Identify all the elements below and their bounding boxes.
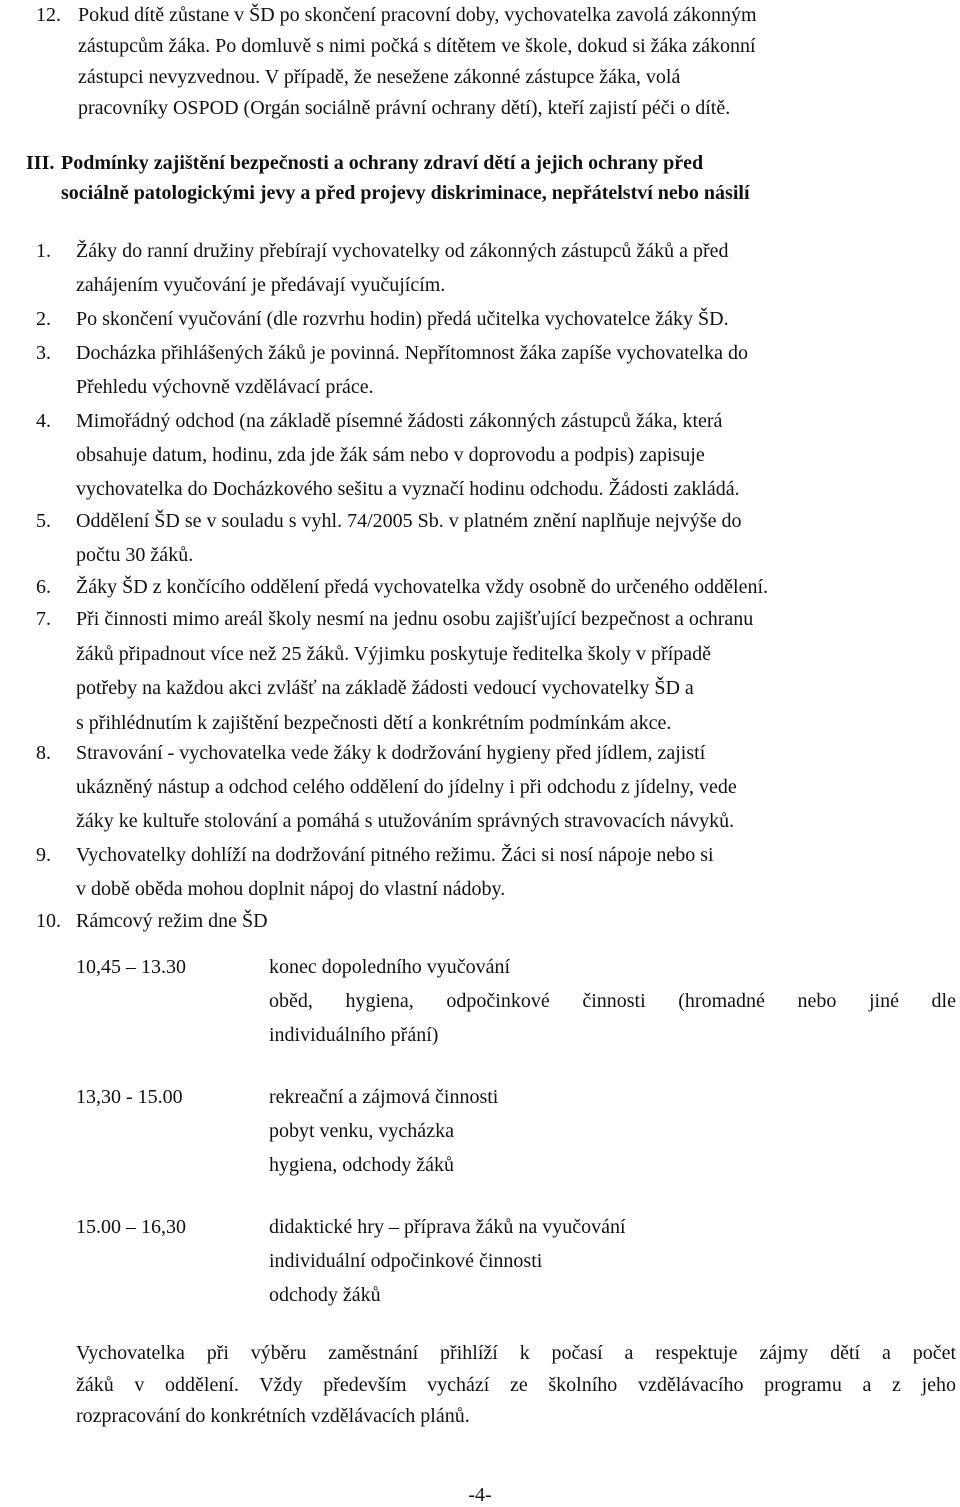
list-item-9 bbox=[36, 838, 956, 906]
item-line: žáků připadnout více než 25 žáků. Výjimku poskytuje ředitelka školy v případě bbox=[76, 642, 712, 665]
item-line: zahájením vyučování je předávají vyučujícím. bbox=[76, 274, 446, 296]
item-line: Mimořádný odchod (na základě písemné žádosti zákonných zástupců žáka, která bbox=[76, 410, 723, 432]
list-item-3 bbox=[36, 336, 956, 404]
item-line: Po skončení vyučování (dle rozvrhu hodin) předá učitelka vychovatelce žáky ŠD. bbox=[76, 308, 729, 330]
schedule-line: rekreační a zájmová činnosti bbox=[269, 1086, 499, 1108]
item-number: 2. bbox=[36, 308, 51, 330]
item-line: zástupci nevyzvednou. V případě, že nesežene zákonné zástupce žáka, volá bbox=[78, 66, 681, 88]
item-number: 12. bbox=[36, 4, 61, 26]
item-line: s přihlédnutím k zajištění bezpečnosti dětí a konkrétním podmínkám akce. bbox=[76, 711, 672, 734]
list-item-1 bbox=[36, 234, 956, 302]
closing-line: rozpracování do konkrétních vzdělávacích plánů. bbox=[76, 1405, 470, 1427]
schedule-line: individuálního přání) bbox=[269, 1024, 439, 1046]
schedule-time: 15.00 – 16,30 bbox=[76, 1216, 186, 1238]
item-line: potřeby na každou akci zvlášť na základě žádosti vedoucí vychovatelky ŠD a bbox=[76, 677, 694, 699]
schedule-line: konec dopoledního vyučování bbox=[269, 956, 511, 978]
closing-paragraph bbox=[76, 1338, 956, 1433]
item-number: 5. bbox=[36, 510, 51, 532]
heading-line: sociálně patologickými jevy a před projevy diskriminace, nepřátelství nebo násilí bbox=[61, 182, 750, 204]
list-item-5 bbox=[36, 504, 956, 572]
list-item-10 bbox=[36, 904, 956, 938]
list-item-2 bbox=[36, 302, 956, 336]
list-item-8 bbox=[36, 736, 956, 838]
schedule-time: 10,45 – 13.30 bbox=[76, 956, 186, 978]
item-line: Docházka přihlášených žáků je povinná. Nepřítomnost žáka zapíše vychovatelka do bbox=[76, 342, 748, 364]
schedule-time: 13,30 - 15.00 bbox=[76, 1086, 183, 1108]
schedule-line: individuální odpočinkové činnosti bbox=[269, 1250, 543, 1272]
item-line: zástupcům žáka. Po domluvě s nimi počká s dítětem ve škole, dokud si žáka zákonní bbox=[78, 35, 756, 57]
item-line: pracovníky OSPOD (Orgán sociálně právní ochrany dětí), kteří zajistí péči o dítě. bbox=[78, 97, 731, 119]
item-line: Stravování - vychovatelka vede žáky k dodržování hygieny před jídlem, zajistí bbox=[76, 742, 706, 764]
closing-line: Vychovatelka při výběru zaměstnání přihlíží k počasí a respektuje zájmy dětí a počet bbox=[76, 1342, 956, 1364]
item-line: ukázněný nástup a odchod celého oddělení do jídelny i při odchodu z jídelny, vede bbox=[76, 776, 737, 798]
item-line: vychovatelka do Docházkového sešitu a vyznačí hodinu odchodu. Žádosti zakládá. bbox=[76, 478, 740, 500]
item-line: v době oběda mohou doplnit nápoj do vlastní nádoby. bbox=[76, 878, 506, 900]
schedule-line: odchody žáků bbox=[269, 1284, 381, 1306]
schedule-block bbox=[269, 1210, 956, 1312]
section-number: III. bbox=[26, 152, 55, 174]
item-number: 6. bbox=[36, 576, 51, 598]
schedule-line: pobyt venku, vycházka bbox=[269, 1120, 454, 1142]
item-line: Vychovatelky dohlíží na dodržování pitného režimu. Žáci si nosí nápoje nebo si bbox=[76, 844, 714, 866]
schedule-line: oběd, hygiena, odpočinkové činnosti (hromadné nebo jiné dle bbox=[269, 990, 956, 1012]
schedule-line: hygiena, odchody žáků bbox=[269, 1154, 454, 1176]
page-number: -4- bbox=[468, 1484, 492, 1506]
schedule-line: didaktické hry – příprava žáků na vyučování bbox=[269, 1216, 626, 1238]
item-line: počtu 30 žáků. bbox=[76, 544, 194, 566]
schedule-block bbox=[269, 950, 956, 1052]
item-line: Žáky do ranní družiny přebírají vychovatelky od zákonných zástupců žáků a před bbox=[76, 240, 729, 262]
section-heading bbox=[26, 148, 956, 208]
schedule-block bbox=[269, 1080, 956, 1182]
heading-line: Podmínky zajištění bezpečnosti a ochrany zdraví dětí a jejich ochrany před bbox=[61, 152, 704, 174]
item-line: Žáky ŠD z končícího oddělení předá vychovatelka vždy osobně do určeného oddělení. bbox=[76, 576, 769, 598]
item-line: Při činnosti mimo areál školy nesmí na jednu osobu zajišťující bezpečnost a ochranu bbox=[76, 608, 754, 630]
item-line: žáky ke kultuře stolování a pomáhá s utužováním správných stravovacích návyků. bbox=[76, 810, 735, 832]
list-item-4 bbox=[36, 404, 956, 506]
item-number: 3. bbox=[36, 342, 51, 364]
list-item-12 bbox=[36, 0, 956, 124]
item-line: Přehledu výchovně vzdělávací práce. bbox=[76, 376, 374, 398]
item-number: 7. bbox=[36, 608, 51, 630]
item-number: 10. bbox=[36, 910, 61, 932]
item-line: Pokud dítě zůstane v ŠD po skončení pracovní doby, vychovatelka zavolá zákonným bbox=[78, 4, 757, 26]
item-number: 1. bbox=[36, 240, 51, 262]
item-line: obsahuje datum, hodinu, zda jde žák sám nebo v doprovodu a podpis) zapisuje bbox=[76, 444, 705, 466]
item-line: Rámcový režim dne ŠD bbox=[76, 910, 268, 932]
item-number: 4. bbox=[36, 410, 51, 432]
item-number: 9. bbox=[36, 844, 51, 866]
item-line: Oddělení ŠD se v souladu s vyhl. 74/2005 Sb. v platném znění naplňuje nejvýše do bbox=[76, 510, 742, 532]
list-item-7 bbox=[36, 602, 956, 740]
closing-line: žáků v oddělení. Vždy především vychází ze školního vzdělávacího programu a z jeho bbox=[76, 1373, 956, 1396]
list-item-6 bbox=[36, 570, 956, 604]
item-number: 8. bbox=[36, 742, 51, 764]
